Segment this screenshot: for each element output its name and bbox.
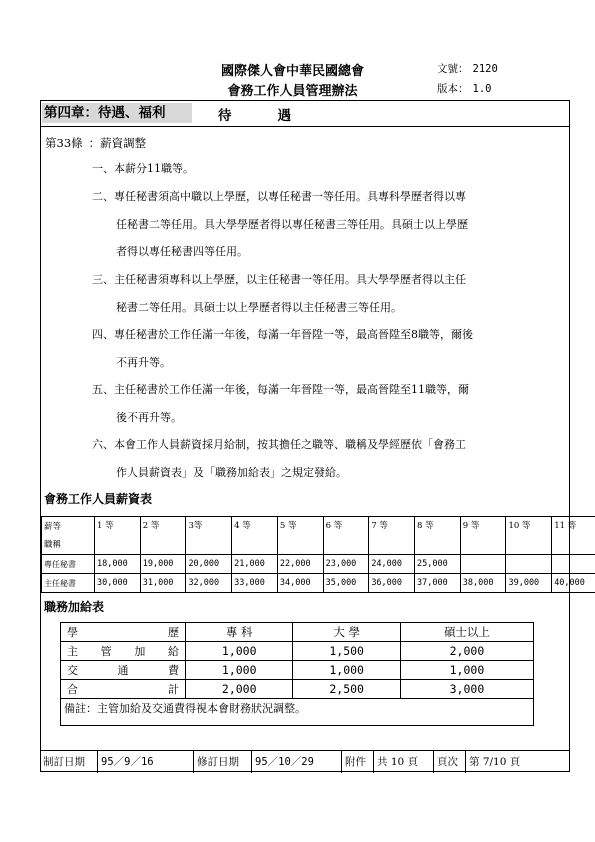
allowance-value-cell: 2,500 [293,680,400,699]
salary-cell [552,555,595,574]
allowance-column-header: 專 科 [186,623,293,642]
salary-cell: 31,000 [140,574,186,593]
grade-header: 8 等 [415,517,461,555]
clause-text: 主任秘書須專科以上學歷，以主任秘書一等任用。具大學學歷者得以主任 [114,273,466,286]
salary-cell [506,555,552,574]
revised-date-value: 95／10／29 [252,751,342,773]
clause-number: 一、 [92,162,114,175]
allowance-value-cell: 1,000 [293,661,400,680]
document-number [437,61,498,76]
document-footer [40,750,570,772]
clause-text: 專任秘書於工作任滿一年後，每滿一年晉陞一等，最高晉陞至8職等，爾後 [114,328,473,341]
salary-cell: 35,000 [323,574,369,593]
grade-header: 5 等 [277,517,323,555]
allowance-value-cell: 2,000 [186,680,293,699]
allowance-value-cell: 2,000 [400,642,533,661]
clause-text: 本薪分11職等。 [114,162,194,175]
clause-item [92,183,564,211]
document-number-value: 2120 [472,63,498,75]
created-date-value: 95／9／16 [98,751,194,773]
allowance-table-title: 職務加給表 [44,600,105,614]
clause-number: 三、 [92,273,114,286]
clause-number: 六、 [92,438,114,451]
salary-cell: 21,000 [232,555,278,574]
allowance-value-cell: 3,000 [400,680,533,699]
salary-cell: 18,000 [95,555,141,574]
clause-number: 四、 [92,328,114,341]
grade-header: 9 等 [460,517,506,555]
allowance-corner: 學歷 [61,623,186,642]
clause-text-continued: 者得以專任秘書四等任用。 [116,245,248,258]
grade-header: 11 等 [552,517,595,555]
clause-text: 專任秘書須高中職以上學歷，以專任秘書一等任用。具專科學歷者得以專 [114,190,466,203]
clause-text: 主任秘書於工作任滿一年後，每滿一年晉陞一等，最高晉陞至11職等，爾 [114,383,469,396]
allowance-value-cell: 1,000 [186,642,293,661]
allowance-value-cell: 1,000 [400,661,533,680]
clause-item [92,321,564,349]
clause-item [92,266,564,294]
grade-header: 1 等 [95,517,141,555]
document-title: 會務工作人員管理辦法 [227,84,358,99]
pay-table-row [42,574,595,593]
pay-table-header-row [42,517,595,555]
clause-item [92,376,564,404]
salary-cell: 38,000 [460,574,506,593]
version-value: 1.0 [472,83,492,95]
allowance-value-cell: 1,500 [293,642,400,661]
clause-text-continued: 不再升等。 [116,355,171,369]
salary-cell: 36,000 [369,574,415,593]
clause-text-continued: 任秘書二等任用。具大學學歷者得以專任秘書三等任用。具碩士以上學歷 [116,217,468,231]
salary-cell: 32,000 [186,574,232,593]
grade-header: 7 等 [369,517,415,555]
salary-cell: 40,000 [552,574,595,593]
attachment-value: 共 10 頁 [374,751,434,773]
chapter-section-title: 待遇 [218,108,337,124]
organization-name: 國際傑人會中華民國總會 [220,64,364,79]
allowance-note: 備註：主管加給及交通費得視本會財務狀況調整。 [64,702,306,715]
attachment-label: 附件 [342,751,374,773]
allowance-column-header: 大 學 [293,623,400,642]
clause-text-continued: 秘書二等任用。具碩士以上學歷者得以主任秘書三等任用。 [116,300,402,314]
allowance-column-header: 碩士以上 [400,623,533,642]
pay-table-title: 會務工作人員薪資表 [44,492,153,506]
grade-header: 3等 [186,517,232,555]
grade-header: 4 等 [232,517,278,555]
version-label: 版本： [437,83,469,95]
clause-text-continued: 後不再升等。 [116,410,182,424]
salary-cell: 20,000 [186,555,232,574]
revised-date-label: 修訂日期 [194,751,252,773]
pay-table-row [42,555,595,574]
page-label: 頁次 [434,751,466,773]
article-heading [45,135,146,151]
salary-cell [460,555,506,574]
clause-item [92,155,564,183]
allowance-row-label: 主管加給 [61,642,186,661]
job-title-cell: 主任秘書 [42,574,95,593]
corner-title-label: 職稱 [44,540,62,550]
allowance-row-label: 合計 [61,680,186,699]
allowance-value-cell: 1,000 [186,661,293,680]
document-version [437,81,491,96]
article-title: ：薪資調整 [88,136,147,150]
allowance-row [61,680,534,699]
corner-grade-label: 薪等 [44,522,62,532]
clause-number: 五、 [92,383,114,396]
clause-item [92,431,564,459]
grade-header: 10 等 [506,517,552,555]
pay-table-corner [42,517,95,555]
allowance-row-label: 交通費 [61,661,186,680]
created-date-label: 制訂日期 [40,751,98,773]
salary-cell: 30,000 [95,574,141,593]
salary-cell: 23,000 [323,555,369,574]
document-number-label: 文號： [437,63,469,75]
salary-cell: 24,000 [369,555,415,574]
page-value: 第 7/10 頁 [469,756,521,768]
salary-cell: 19,000 [140,555,186,574]
clause-number: 二、 [92,190,114,203]
allowance-row [61,642,534,661]
article-number: 第33條 [45,136,83,150]
salary-cell: 39,000 [506,574,552,593]
allowance-header-row [61,623,534,642]
allowance-row [61,661,534,680]
allowance-table [60,622,534,699]
clause-text-continued: 作人員薪資表」及「職務加給表」之規定發給。 [116,465,347,479]
chapter-label: 第四章：待遇、福利 [42,103,192,123]
salary-cell: 33,000 [232,574,278,593]
salary-cell: 22,000 [277,555,323,574]
pay-table [41,516,595,593]
salary-cell: 34,000 [277,574,323,593]
salary-cell: 25,000 [415,555,461,574]
grade-header: 6 等 [323,517,369,555]
job-title-cell: 專任秘書 [42,555,95,574]
clause-text: 本會工作人員薪資採月給制，按其擔任之職等、職稱及學經歷依「會務工 [114,438,466,451]
salary-cell: 37,000 [415,574,461,593]
grade-header: 2 等 [140,517,186,555]
